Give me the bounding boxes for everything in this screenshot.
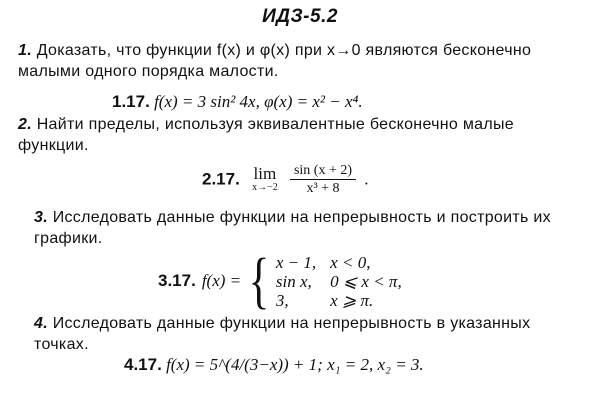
case1-expression: x − 1, [275, 252, 317, 272]
task1-formula: f(x) = 3 sin² 4x, φ(x) = x² − x⁴. [154, 92, 363, 111]
limit-fraction [290, 162, 356, 197]
case2-condition: 0 ⩽ x < π, [330, 271, 402, 291]
task2-text: Найти пределы, используя эквивалентные бесконечно малые функции. [18, 116, 514, 154]
piecewise-definition [158, 247, 402, 315]
lim-word: lim [253, 163, 277, 183]
brace-symbol: { [248, 247, 270, 315]
task4-number: 4. [34, 315, 48, 332]
case3-condition: x ⩾ π. [330, 290, 374, 310]
task1-text: Доказать, что функции f(x) и φ(x) при x→0 являются бесконечно малыми одного порядка малости. [18, 42, 532, 80]
task3-text: Исследовать данные функции на непрерывность и построить их графики. [34, 209, 551, 247]
task1-statement [18, 40, 588, 82]
task2-statement [18, 114, 588, 156]
task1-formula-line [112, 92, 363, 112]
task4-formula-line [124, 355, 424, 375]
task2-label: 2.17. [202, 169, 240, 189]
task4-label: 4.17. [124, 355, 162, 374]
task4-formula: f(x) = 5^(4/(3−x)) + 1; x₁ = 2, x₂ = 3. [166, 355, 424, 374]
limit-operator [252, 163, 278, 194]
task4-text: Исследовать данные функции на непрерывность в указанных точках. [34, 315, 531, 353]
page-title: ИДЗ-5.2 [262, 6, 338, 27]
case1-condition: x < 0, [330, 252, 371, 272]
task1-number: 1. [18, 42, 32, 59]
case2-expression: sin x, [275, 271, 312, 291]
task2-tail: . [364, 169, 369, 189]
task1-label: 1.17. [112, 92, 150, 111]
fraction-numerator: sin (x + 2) [290, 162, 356, 180]
task4-statement [34, 313, 588, 355]
case3-expression: 3, [275, 290, 289, 310]
piecewise-cases [276, 253, 402, 310]
task2-formula-line [202, 162, 369, 197]
task3-fx: f(x) = [201, 271, 242, 290]
task3-number: 3. [34, 209, 48, 226]
lim-subscript: x→−2 [252, 181, 278, 193]
fraction-denominator: x³ + 8 [306, 181, 340, 196]
task3-formula-line [158, 247, 402, 315]
task2-number: 2. [18, 116, 32, 133]
task3-statement [34, 207, 588, 249]
task3-label: 3.17. [158, 271, 196, 290]
